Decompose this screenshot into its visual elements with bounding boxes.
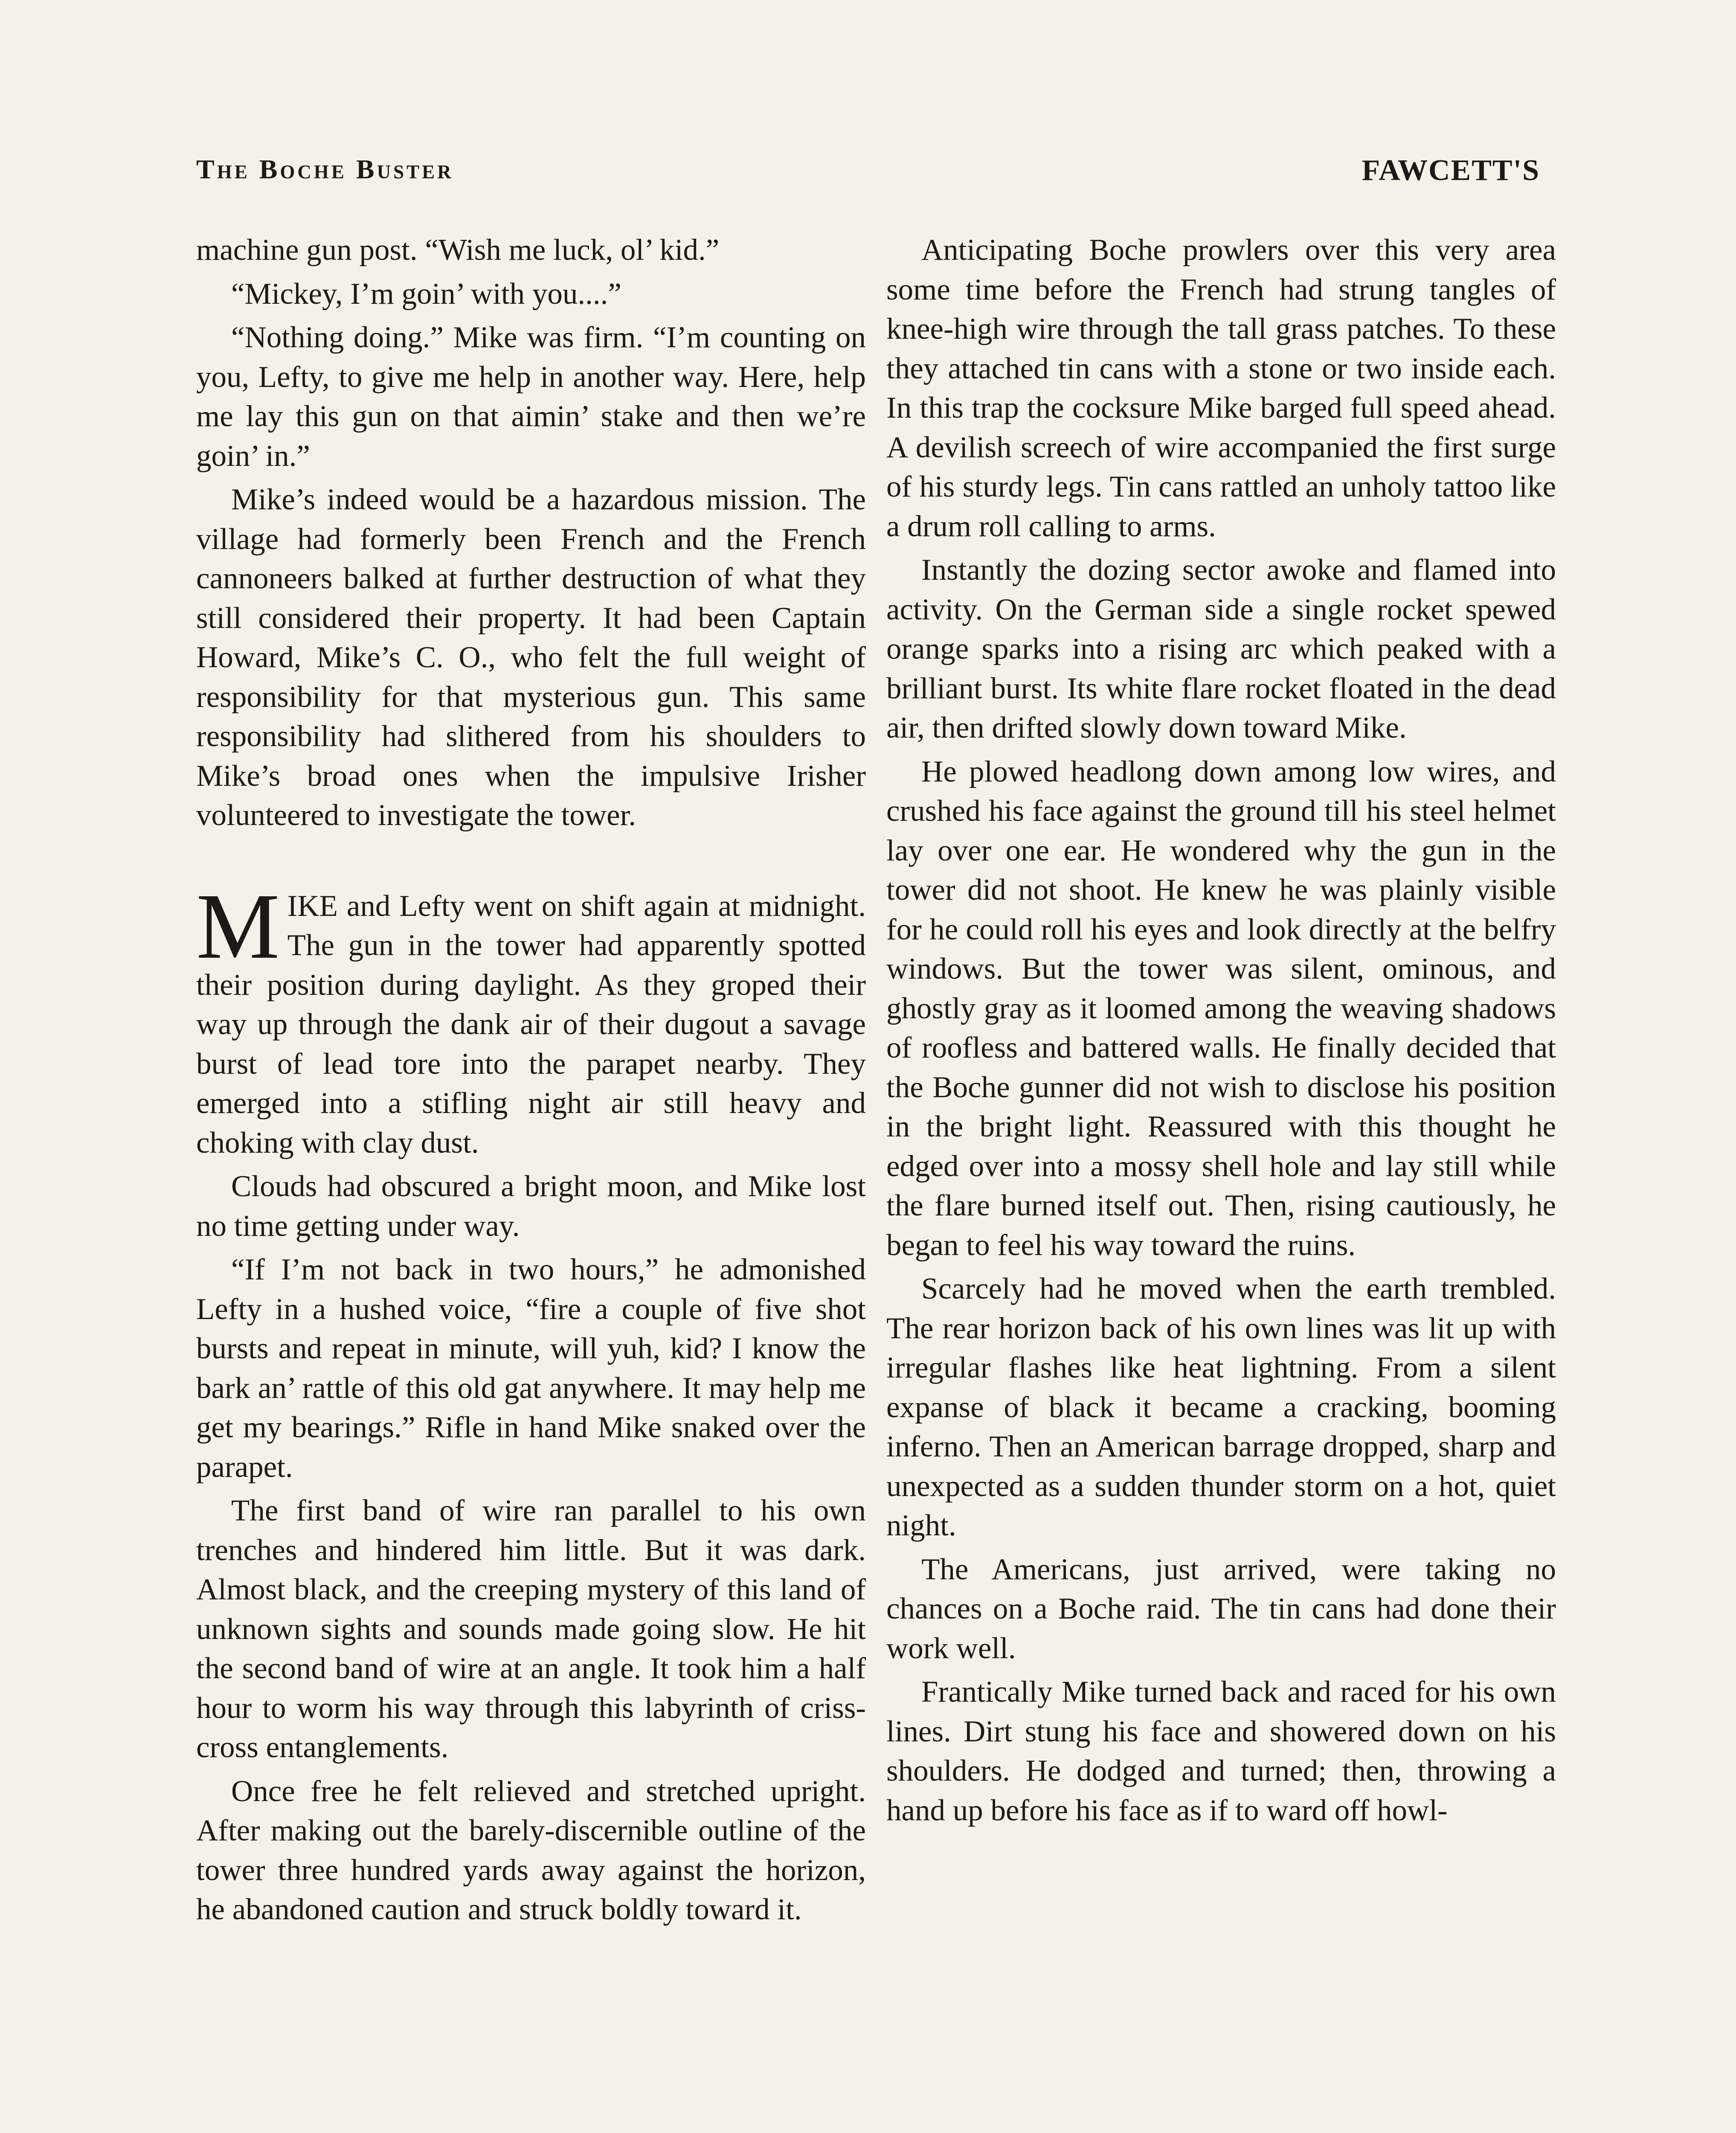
drop-cap: M <box>196 874 280 978</box>
paragraph: Frantically Mike turned back and raced for his own lines. Dirt stung his face and showered down on his shoulders. He dodged and turned; then, throwing a hand up before his face as if to ward off howl- <box>886 1675 1556 1827</box>
story-title: The Boche Buster <box>196 154 454 184</box>
paragraph-text: IKE and Lefty went on shift again at midnight. The gun in the tower had apparently spotted their position during daylight. As they groped their way up through the dank air of their dugout a savage burst of lead tore into the parapet nearby. They emerged into a stifling night air still heavy and choking with clay dust. <box>196 889 866 1159</box>
left-column <box>196 230 866 1934</box>
section-opening-paragraph <box>196 874 866 1163</box>
paragraph: The Americans, just arrived, were taking no chances on a Boche raid. The tin cans had done their work well. <box>886 1552 1556 1665</box>
magazine-title: FAWCETT'S <box>1362 154 1540 187</box>
paragraph: Once free he felt relieved and stretched upright. After making out the barely-discernible outline of the tower three hundred yards away against the horizon, he abandoned caution and struck boldly toward it. <box>196 1774 866 1926</box>
paragraph: machine gun post. “Wish me luck, ol’ kid.” <box>196 233 720 267</box>
paragraph: Clouds had obscured a bright moon, and Mike lost no time getting under way. <box>196 1170 866 1243</box>
right-column <box>886 230 1556 1834</box>
paragraph: The first band of wire ran parallel to his own trenches and hindered him little. But it was dark. Almost black, and the creeping mystery of this land of unknown sights and sounds made going slow. He hit the second band of wire at an angle. It took him a half hour to worm his way through this labyrinth of criss-cross entanglements. <box>196 1494 866 1764</box>
running-head <box>196 154 1540 201</box>
paragraph: Mike’s indeed would be a hazardous mission. The village had formerly been French and the French cannoneers balked at further destruction of what they still considered their property. It had been Captain Howard, Mike’s C. O., who felt the full weight of responsibility for that mysterious gun. This same responsibility had slithered from his shoulders to Mike’s broad ones when the impulsive Irisher volunteered to investigate the tower. <box>196 483 866 832</box>
paragraph: Anticipating Boche prowlers over this very area some time before the French had strung tangles of knee-high wire through the tall grass patches. To these they attached tin cans with a stone or two inside each. In this trap the cocksure Mike barged full speed ahead. A devilish screech of wire accompanied the first surge of his sturdy legs. Tin cans rattled an unholy tattoo like a drum roll calling to arms. <box>886 233 1556 543</box>
paragraph: “Nothing doing.” Mike was firm. “I’m counting on you, Lefty, to give me help in another way. Here, help me lay this gun on that aimin’ stake and then we’re goin’ in.” <box>196 321 866 473</box>
paragraph: Scarcely had he moved when the earth trembled. The rear horizon back of his own lines was lit up with irregular flashes like heat lightning. From a silent expanse of black it became a cracking, booming inferno. Then an American barrage dropped, sharp and unexpected as a sudden thunder storm on a hot, quiet night. <box>886 1272 1556 1542</box>
paragraph: “Mickey, I’m goin’ with you....” <box>231 277 621 311</box>
paragraph: Instantly the dozing sector awoke and flamed into activity. On the German side a single rocket spewed orange sparks into a rising arc which peaked with a brilliant burst. Its white flare rocket floated in the dead air, then drifted slowly down toward Mike. <box>886 553 1556 744</box>
paragraph: He plowed headlong down among low wires, and crushed his face against the ground till his steel helmet lay over one ear. He wondered why the gun in the tower did not shoot. He knew he was plainly visible for he could roll his eyes and look directly at the belfry windows. But the tower was silent, ominous, and ghostly gray as it loomed among the weaving shadows of roofless and battered walls. He finally decided that the Boche gunner did not wish to disclose his position in the bright light. Reassured with this thought he edged over into a mossy shell hole and lay still while the flare burned itself out. Then, rising cautiously, he began to feel his way toward the ruins. <box>886 755 1556 1262</box>
paragraph: “If I’m not back in two hours,” he admonished Lefty in a hushed voice, “fire a couple of five shot bursts and repeat in minute, will yuh, kid? I know the bark an’ rattle of this old gat anywhere. It may help me get my bearings.” Rifle in hand Mike snaked over the parapet. <box>196 1253 866 1484</box>
